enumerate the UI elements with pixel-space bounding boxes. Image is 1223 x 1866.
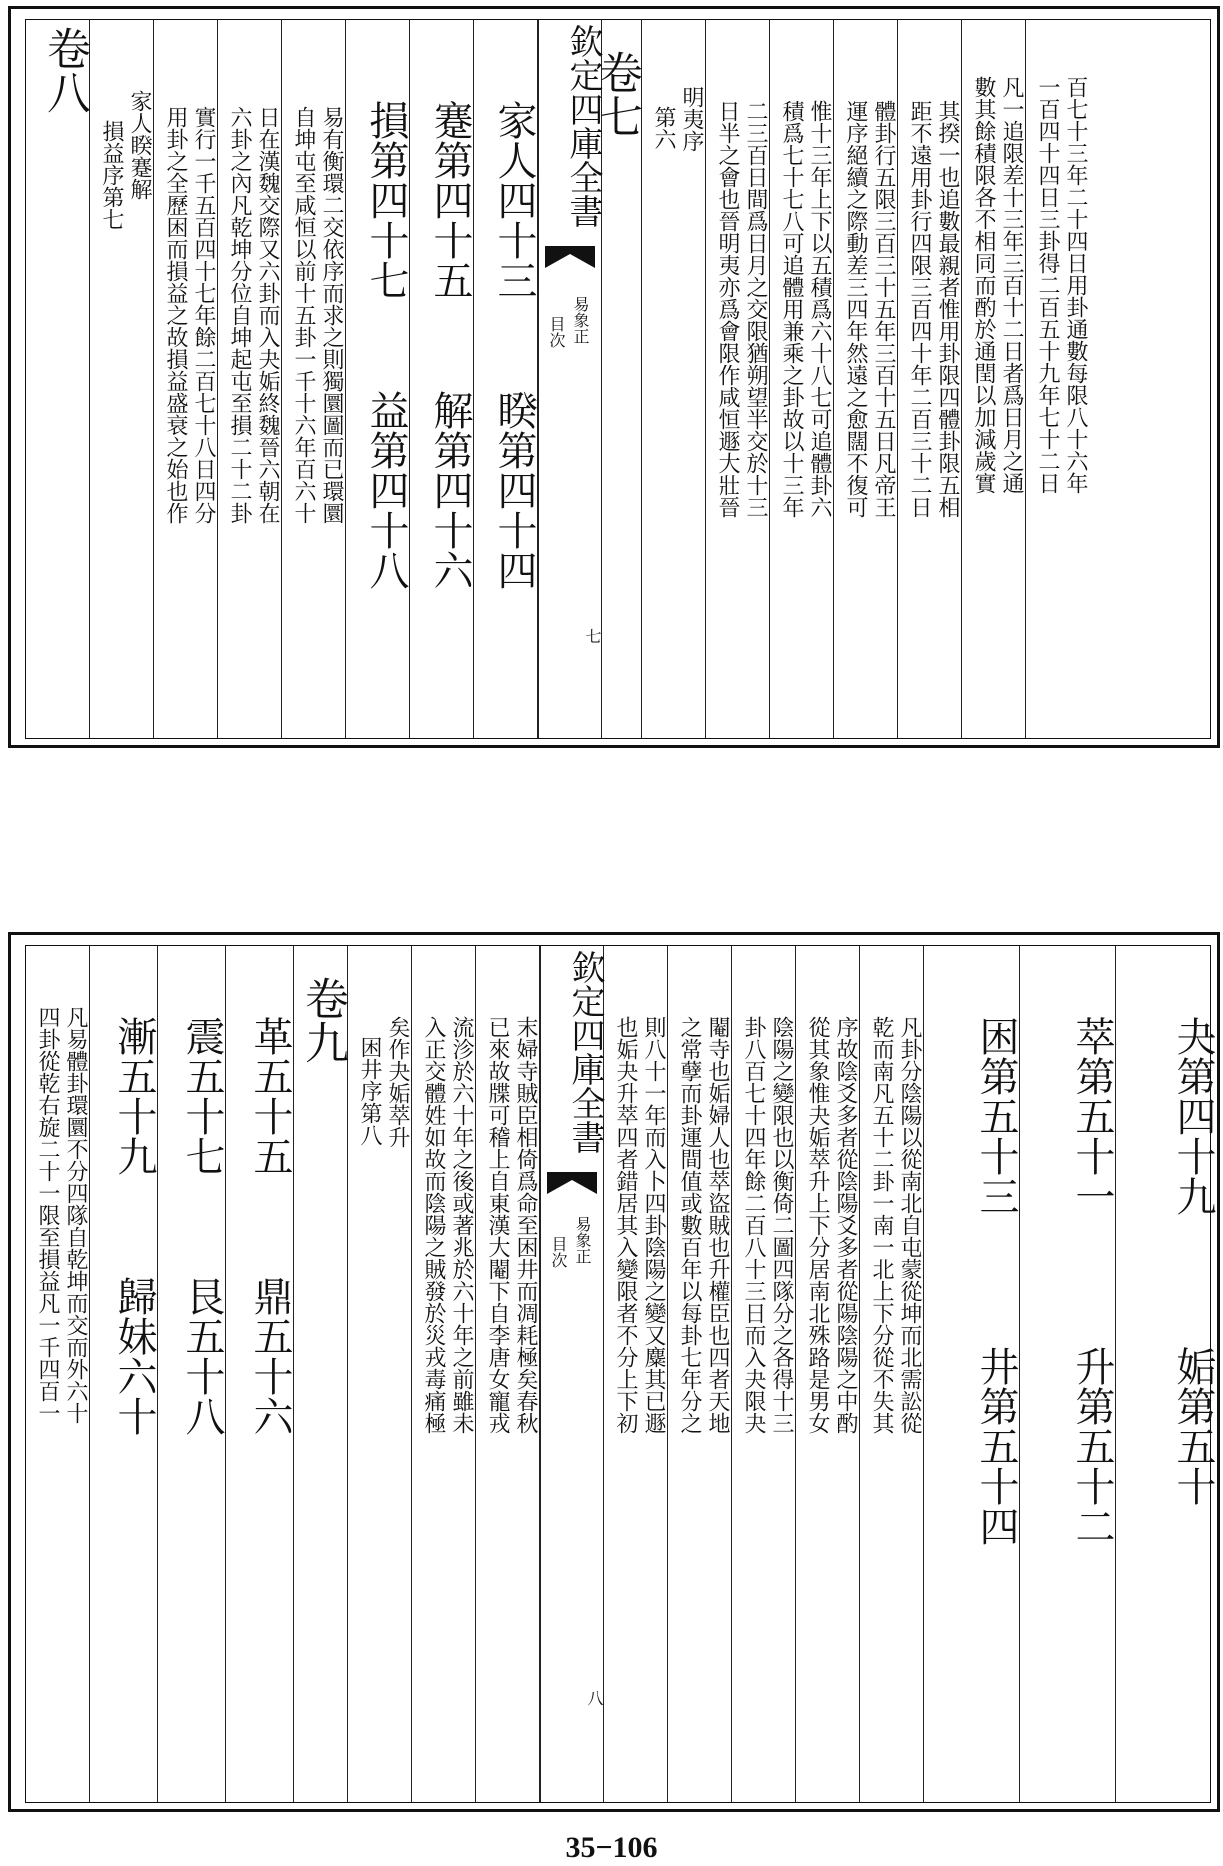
text-line: 六卦之內凡乾坤分位自坤起屯至損二十二卦 bbox=[227, 106, 252, 524]
hexagram-column bbox=[158, 946, 226, 1802]
hexagram-title: 解第四十六 bbox=[427, 390, 473, 590]
hexagram-title: 歸妹六十 bbox=[111, 1276, 157, 1436]
top-page-frame bbox=[8, 6, 1220, 748]
text-line: 閹寺也姤婦人也萃盜賊也升權臣也四者天地 bbox=[705, 1016, 730, 1434]
text-line: 其揆一也追數最親者惟用卦限四體卦限五相 bbox=[935, 100, 960, 518]
hexagram-title: 姤第五十 bbox=[1170, 1346, 1216, 1506]
text-line: 一百四十四日三卦得二百五十九年七十二日 bbox=[1035, 76, 1060, 494]
text-line: 實行一千五百四十七年餘二百七十八日四分 bbox=[191, 106, 216, 524]
text-line: 易有衡環二交依序而求之則獨圜圖而已環圜 bbox=[319, 106, 344, 524]
text-line: 序故陰爻多者從陰陽爻多者從陽陰陽之中酌 bbox=[833, 1016, 858, 1434]
text-line: 數其餘積限各不相同而酌於通閏以加減歲實 bbox=[971, 76, 996, 494]
top-small-col bbox=[706, 20, 770, 738]
bottom-page-frame bbox=[8, 932, 1220, 1812]
hexagram-title: 升第五十二 bbox=[1069, 1346, 1115, 1546]
text-line: 從其象惟夬姤萃升上下分居南北殊路是男女 bbox=[805, 1016, 830, 1434]
text-line: 日在漢魏交際又六卦而入夬姤終魏晉六朝在 bbox=[255, 106, 280, 524]
preface-title-line: 損益序第七 bbox=[99, 120, 124, 230]
hexagram-title: 革五十五 bbox=[247, 1016, 293, 1176]
section-label: 目次 bbox=[549, 1236, 568, 1268]
top-small-col bbox=[962, 20, 1026, 738]
top-juan-column bbox=[26, 20, 90, 738]
center-banxin bbox=[540, 946, 604, 1802]
top-small-col bbox=[834, 20, 898, 738]
text-line: 陰陽之變限也以衡倚二圖四隊分之各得十三 bbox=[769, 1016, 794, 1434]
book-subtitle: 易象正 bbox=[573, 1216, 592, 1264]
hexagram-title: 家人四十三 bbox=[491, 100, 537, 300]
hexagram-title: 夬第四十九 bbox=[1170, 1016, 1216, 1216]
hexagram-title: 震五十七 bbox=[179, 1016, 225, 1176]
preface-title-col bbox=[642, 20, 706, 738]
top-small-col bbox=[218, 20, 282, 738]
top-small-col bbox=[898, 20, 962, 738]
text-line: 日半之會也晉明夷亦爲會限作咸恒遯大壯晉 bbox=[715, 100, 740, 518]
text-line: 體卦行五限三百三十五年三百十五日凡帝王 bbox=[871, 100, 896, 518]
text-line: 卦八百七十四年餘二百八十三日而入夬限夬 bbox=[741, 1016, 766, 1434]
top-small-col bbox=[1026, 20, 1090, 738]
text-line: 二三百日間爲日月之交限猶朔望半交於十三 bbox=[743, 100, 768, 518]
hexagram-column bbox=[346, 20, 410, 738]
text-line: 流沴於六十年之後或著兆於六十年之前雖未 bbox=[449, 1016, 474, 1434]
hexagram-column bbox=[90, 946, 158, 1802]
hexagram-title: 蹇第四十五 bbox=[427, 100, 473, 300]
bottom-small-col bbox=[860, 946, 924, 1802]
fishtail-mark bbox=[547, 1172, 597, 1194]
page-number: 七 bbox=[583, 628, 602, 644]
hexagram-title: 益第四十八 bbox=[363, 390, 409, 590]
text-line: 惟十三年上下以五積爲六十八七可追體卦六 bbox=[807, 100, 832, 518]
hexagram-column bbox=[924, 946, 1020, 1802]
hexagram-title: 漸五十九 bbox=[111, 1016, 157, 1176]
text-line: 積爲七十七八可追體用兼乘之卦故以十三年 bbox=[779, 100, 804, 518]
bottom-juan-column bbox=[294, 946, 348, 1802]
section-label: 目次 bbox=[547, 316, 566, 348]
preface-title-line: 明夷序 bbox=[679, 86, 704, 152]
hexagram-title: 艮五十八 bbox=[179, 1276, 225, 1436]
preface-title-line: 困井序第八 bbox=[357, 1036, 382, 1146]
top-text-block bbox=[25, 19, 1211, 739]
text-line: 凡易體卦環圜不分四隊自乾坤而交而外六十 bbox=[63, 1006, 88, 1424]
hexagram-title: 鼎五十六 bbox=[247, 1276, 293, 1436]
preface-title-line: 矣作夬姤萃升 bbox=[385, 1016, 410, 1148]
text-line: 用卦之全歷困而損益之故損益盛衰之始也作 bbox=[163, 106, 188, 524]
hexagram-column bbox=[1020, 946, 1116, 1802]
text-line: 凡卦分陰陽以從南北自屯蒙從坤而北需訟從 bbox=[897, 1016, 922, 1434]
text-line: 入正交體姓如故而陰陽之賊發於災戎毒痛極 bbox=[421, 1016, 446, 1434]
book-subtitle: 易象正 bbox=[571, 296, 590, 344]
top-small-col bbox=[770, 20, 834, 738]
juan-label: 卷九 bbox=[297, 976, 348, 1064]
hexagram-title: 井第五十四 bbox=[973, 1346, 1019, 1546]
book-title: 欽定四庫全書 bbox=[563, 24, 603, 228]
hexagram-column bbox=[474, 20, 538, 738]
bottom-text-block bbox=[25, 945, 1216, 1803]
text-line: 則八十一年而入卜四卦陰陽之變又麋其已遯 bbox=[641, 1016, 666, 1434]
text-line: 距不遠用卦行四限三百四十年二百三十二日 bbox=[907, 100, 932, 518]
bottom-small-col bbox=[476, 946, 540, 1802]
bottom-small-col bbox=[668, 946, 732, 1802]
text-line: 也姤夬升萃四者錯居其入變限者不分上下初 bbox=[613, 1016, 638, 1434]
hexagram-title: 萃第五十一 bbox=[1069, 1016, 1115, 1216]
text-line: 運序絕續之際動差三四年然遠之愈闊不復可 bbox=[843, 100, 868, 518]
text-line: 四卦從乾右旋二十一限至損益凡一千四百一 bbox=[35, 1006, 60, 1424]
hexagram-title: 損第四十七 bbox=[363, 100, 409, 300]
bottom-small-col bbox=[26, 946, 90, 1802]
hexagram-column bbox=[1116, 946, 1216, 1802]
bottom-small-col bbox=[796, 946, 860, 1802]
text-line: 乾而南凡五十二卦一南一北上下分從不失其 bbox=[869, 1016, 894, 1434]
text-line: 自坤屯至咸恒以前十五卦一千十六年百六十 bbox=[291, 106, 316, 524]
top-small-col bbox=[282, 20, 346, 738]
page-number: 八 bbox=[585, 1690, 604, 1706]
book-title: 欽定四庫全書 bbox=[565, 950, 605, 1154]
preface-title-col bbox=[348, 946, 412, 1802]
text-line: 之常孽而卦運間值或數百年以每卦七年分之 bbox=[677, 1016, 702, 1434]
bottom-small-col bbox=[604, 946, 668, 1802]
page-folio: 35−106 bbox=[565, 1831, 658, 1864]
preface-title-line: 第六 bbox=[651, 106, 676, 150]
top-preface-col-8 bbox=[90, 20, 154, 738]
bottom-small-col bbox=[412, 946, 476, 1802]
text-line: 百七十三年二十四日用卦通數每限八十六年 bbox=[1063, 76, 1088, 494]
preface-title-line: 家人睽蹇解 bbox=[127, 90, 152, 200]
juan-label: 卷七 bbox=[591, 50, 642, 138]
hexagram-title: 困第五十三 bbox=[973, 1016, 1019, 1216]
hexagram-column bbox=[410, 20, 474, 738]
bottom-small-col bbox=[732, 946, 796, 1802]
hexagram-column bbox=[226, 946, 294, 1802]
top-small-col bbox=[154, 20, 218, 738]
top-juan-column bbox=[591, 20, 642, 738]
text-line: 末婦寺賊臣相倚爲命至困井而凋耗極矣春秋 bbox=[513, 1016, 538, 1434]
fishtail-mark bbox=[545, 246, 595, 268]
text-line: 已來故牒可稽上自東漢大閹下自李唐女寵戎 bbox=[485, 1016, 510, 1434]
hexagram-title: 睽第四十四 bbox=[491, 390, 537, 590]
juan-label: 卷八 bbox=[39, 26, 90, 114]
text-line: 凡一追限差十三年三百十二日者爲日月之通 bbox=[999, 76, 1024, 494]
